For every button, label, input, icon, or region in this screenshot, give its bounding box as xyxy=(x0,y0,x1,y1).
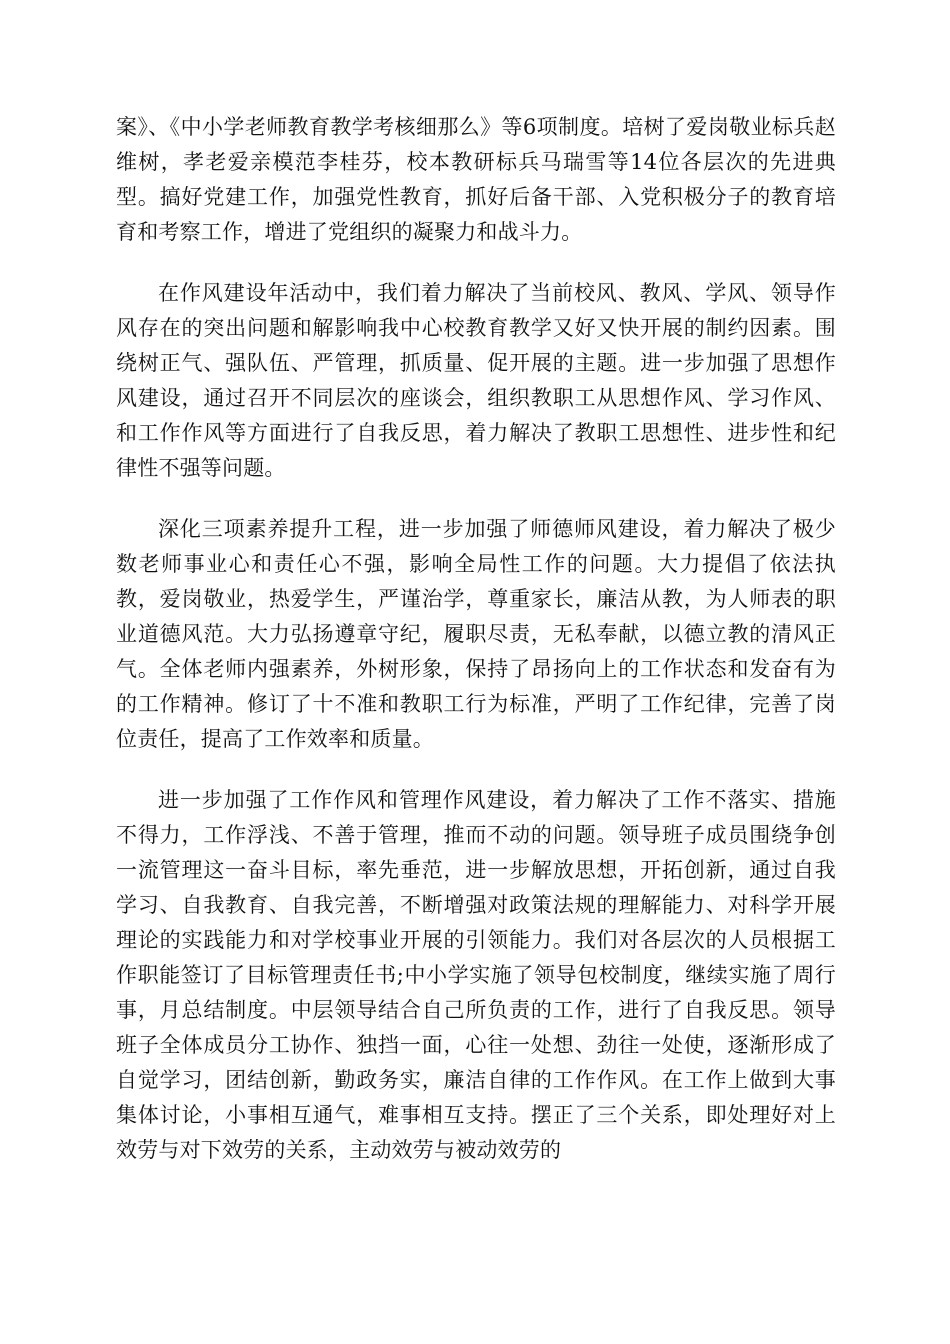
paragraph-1: 案》、《中小学老师教育教学考核细那么》等6项制度。培树了爱岗敬业标兵赵维树，孝老爱亲模范李桂芬，校本教研标兵马瑞雪等14位各层次的先进典型。搞好党建工作，加强党性教育，抓好后备干部、入党积极分子的教育培育和考察工作，增进了党组织的凝聚力和战斗力。 xyxy=(116,115,836,244)
paragraph-4: 进一步加强了工作作风和管理作风建设，着力解决了工作不落实、措施不得力，工作浮浅、不善于管理，推而不动的问题。领导班子成员围绕争创一流管理这一奋斗目标，率先垂范，进一步解放思想，开拓创新，通过自我学习、自我教育、自我完善，不断增强对政策法规的理解能力、对科学开展理论的实践能力和对学校事业开展的引领能力。我们对各层次的人员根据工作职能签订了目标管理责任书;中小学实施了领导包校制度，继续实施了周行事，月总结制度。中层领导结合自己所负责的工作，进行了自我反思。领导班子全体成员分工协作、独挡一面，心往一处想、劲往一处使，逐渐形成了自觉学习，团结创新，勤政务实，廉洁自律的工作作风。在工作上做到大事集体讨论，小事相互通气，难事相互支持。摆正了三个关系，即处理好对上效劳与对下效劳的关系，主动效劳与被动效劳的 xyxy=(116,788,836,1162)
paragraph-2: 在作风建设年活动中，我们着力解决了当前校风、教风、学风、领导作风存在的突出问题和解影响我中心校教育教学又好又快开展的制约因素。围绕树正气、强队伍、严管理，抓质量、促开展的主题。进一步加强了思想作风建设，通过召开不同层次的座谈会，组织教职工从思想作风、学习作风、和工作作风等方面进行了自我反思，着力解决了教职工思想性、进步性和纪律性不强等问题。 xyxy=(116,281,836,480)
document-page xyxy=(116,110,836,1194)
paragraph-3: 深化三项素养提升工程，进一步加强了师德师风建设，着力解决了极少数老师事业心和责任心不强，影响全局性工作的问题。大力提倡了依法执教，爱岗敬业，热爱学生，严谨治学，尊重家长，廉洁从教，为人师表的职业道德风范。大力弘扬遵章守纪，履职尽责，无私奉献，以德立教的清风正气。全体老师内强素养，外树形象，保持了昂扬向上的工作状态和发奋有为的工作精神。修订了十不准和教职工行为标准，严明了工作纪律，完善了岗位责任，提高了工作效率和质量。 xyxy=(116,517,836,751)
